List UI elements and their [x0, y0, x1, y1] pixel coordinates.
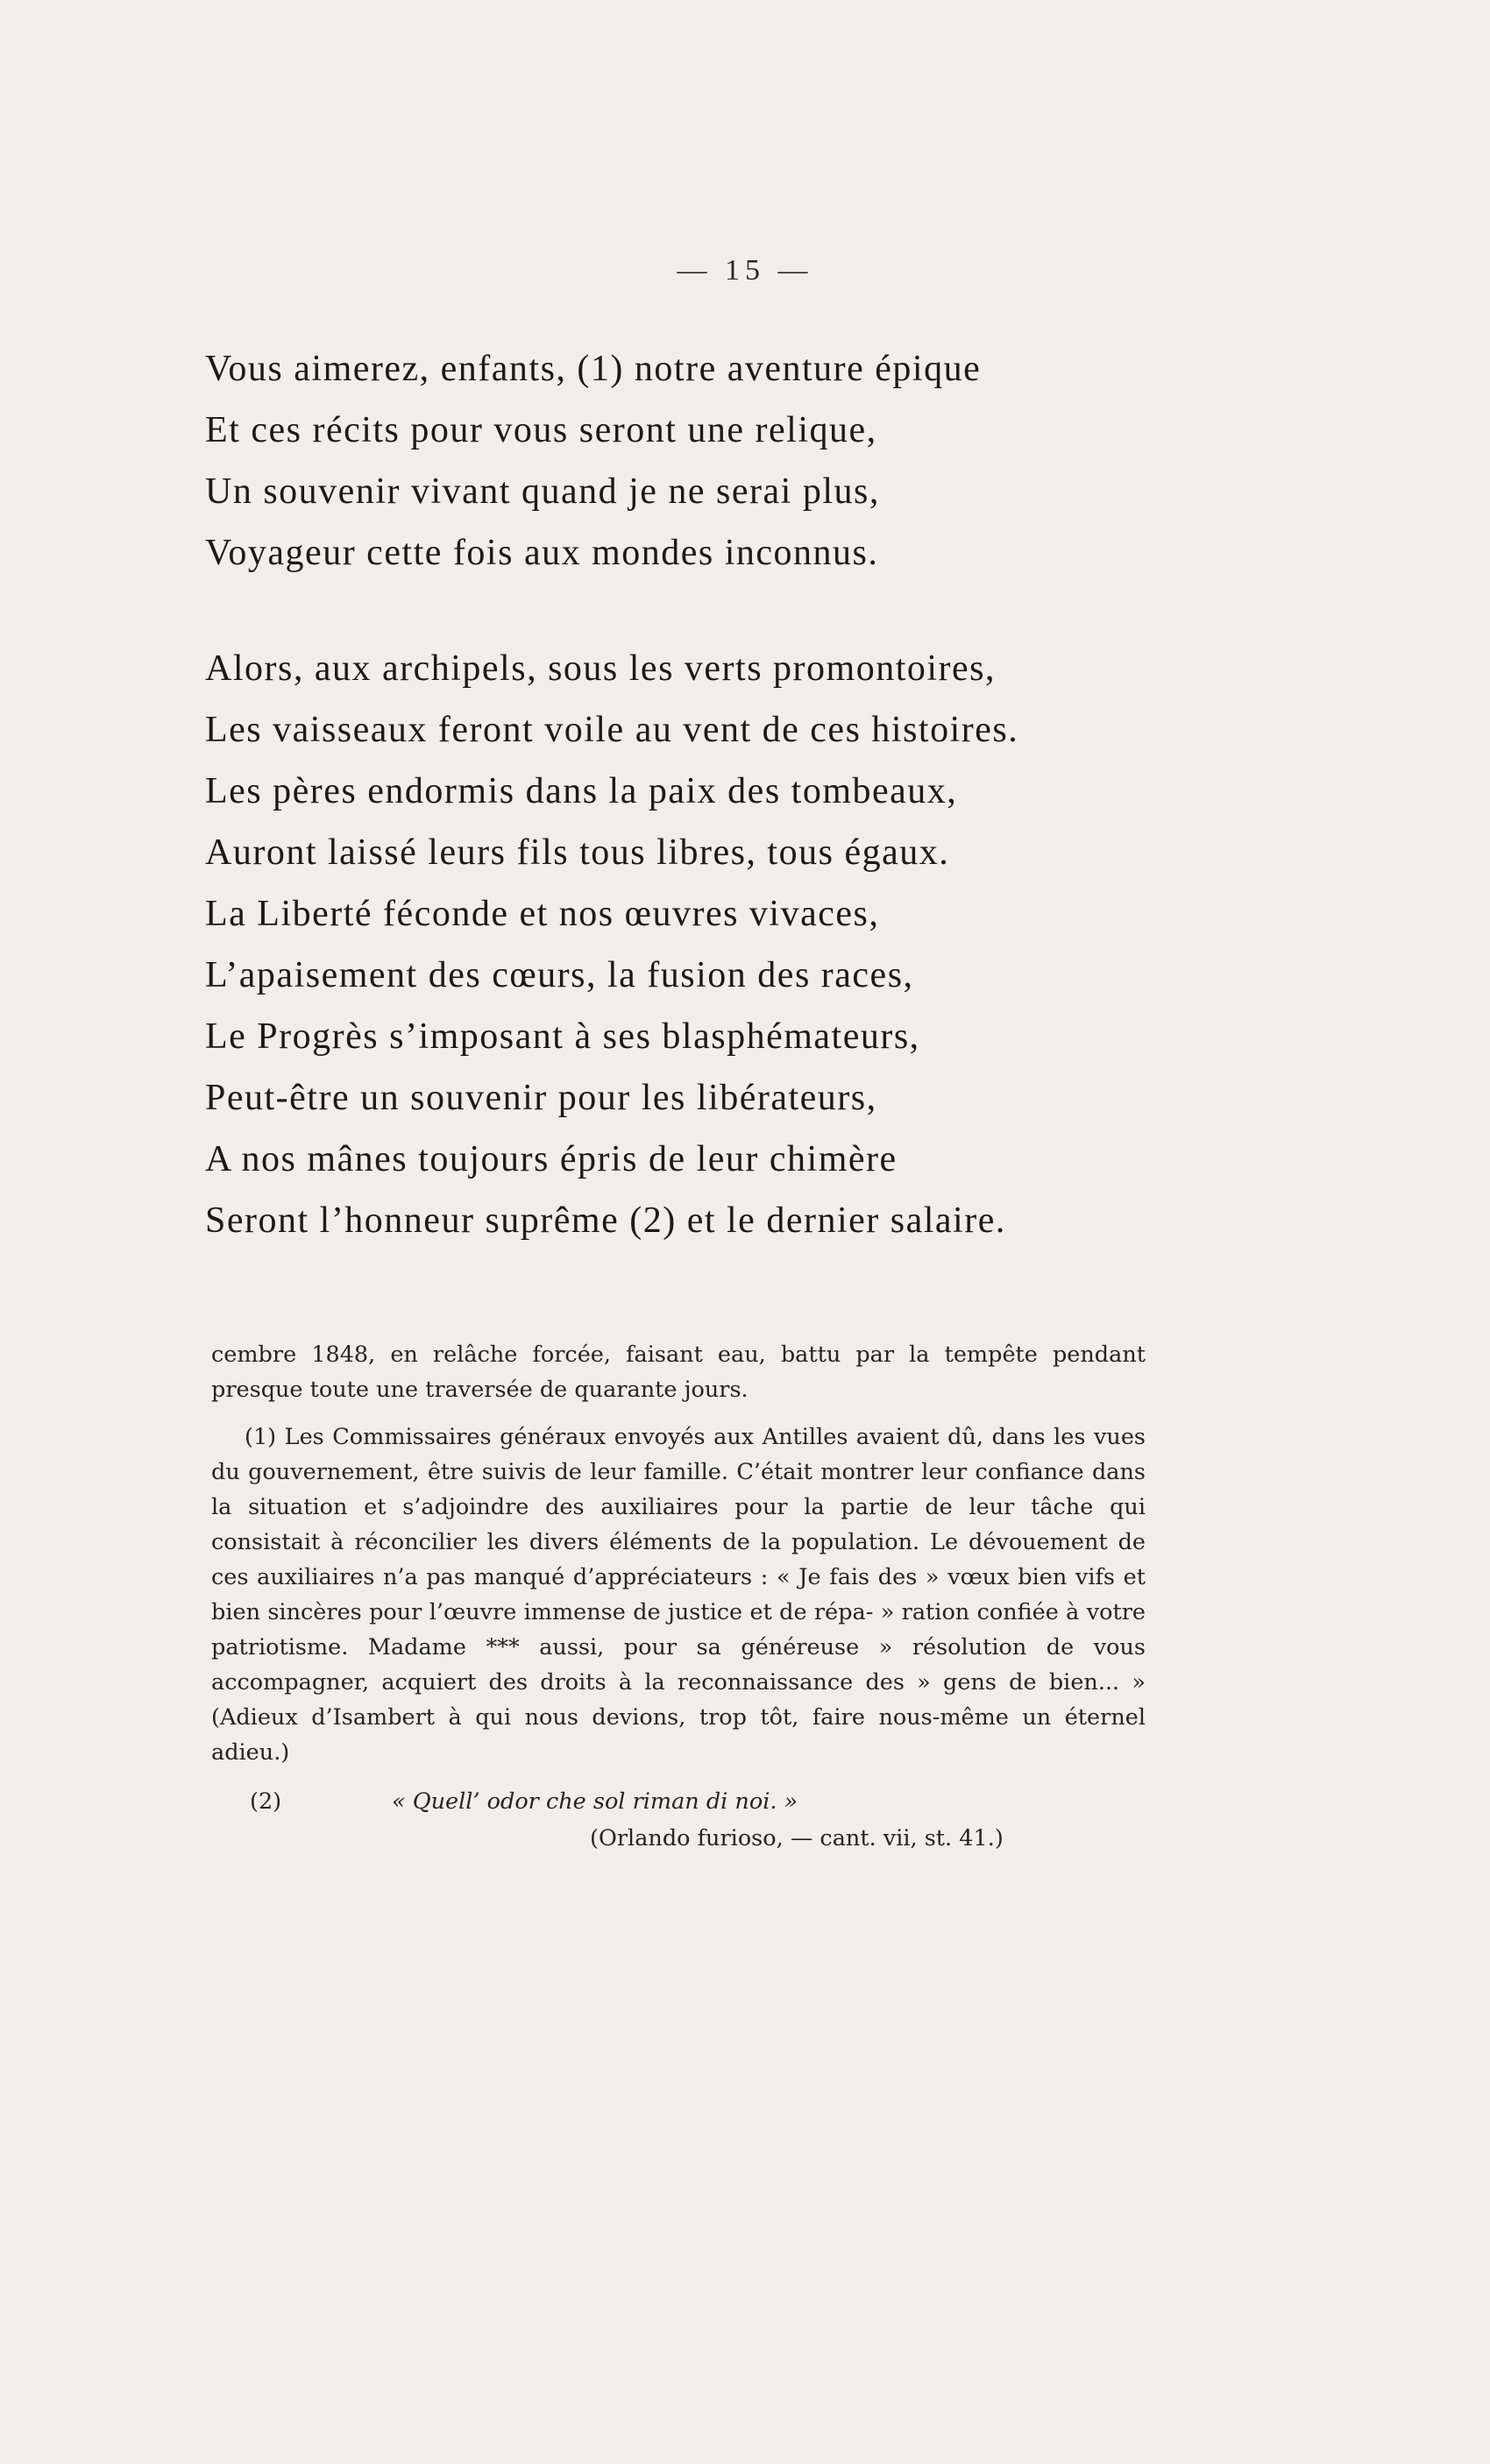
verse-line: Les pères endormis dans la paix des tombeaux,: [205, 771, 958, 811]
page-number: — 15 —: [677, 254, 813, 287]
footnote-2-number: (2): [250, 1788, 282, 1815]
verse-line: Seront l’honneur suprême (2) et le dernier salaire.: [205, 1200, 1006, 1241]
poem: [205, 338, 1257, 1251]
verse-line: La Liberté féconde et nos œuvres vivaces,: [205, 894, 880, 934]
verse-line: Les vaisseaux feront voile au vent de ces histoires.: [205, 710, 1019, 750]
verse-line: Vous aimerez, enfants, (1) notre aventure épique: [205, 349, 982, 389]
verse-line: Et ces récits pour vous seront une relique,: [205, 410, 877, 450]
verse-line: Peut-être un souvenir pour les libérateurs,: [205, 1078, 877, 1118]
verse-line: Un souvenir vivant quand je ne serai plus,: [205, 471, 880, 512]
verse-line: Voyageur cette fois aux mondes inconnus.: [205, 533, 879, 573]
footnote-1: (1) Les Commissaires généraux envoyés aux Antilles avaient dû, dans les vues du gouvernement, être suivis de leur famille. C’était montrer leur confiance dans la situation et s’adjoindre des auxiliaires pour la partie de leur tâche qui consistait à réconcilier les divers éléments de la population. Le dévouement de ces auxiliaires n’a pas manqué d’appréciateurs : « Je fais des » vœux bien vifs et bien sincères pour l’œuvre immense de justice et de répa- » ration confiée à votre patriotisme. Madame *** aussi, pour sa généreuse » résolution de vous accompagner, acquiert des droits à la reconnaissance des » gens de bien... » (Adieux d’Isambert à qui nous devions, trop tôt, faire nous-même un éternel adieu.): [211, 1424, 1146, 1766]
footnote-2-source: (Orlando furioso, — cant. vii, st. 41.): [590, 1825, 1004, 1852]
footnote-2-quote: « Quell’ odor che sol riman di noi. »: [392, 1788, 798, 1815]
footnote-2: [211, 1784, 1146, 1863]
verse-line: L’apaisement des cœurs, la fusion des races,: [205, 955, 914, 995]
stanza-2: [205, 638, 1257, 1251]
footnotes: [211, 1337, 1146, 1863]
verse-line: Alors, aux archipels, sous les verts promontoires,: [205, 648, 997, 689]
footnote-continuation: cembre 1848, en relâche forcée, faisant eau, battu par la tempête pendant presque toute une traversée de quarante jours.: [211, 1342, 1146, 1403]
verse-line: Auront laissé leurs fils tous libres, tous égaux.: [205, 832, 950, 873]
verse-line: A nos mânes toujours épris de leur chimère: [205, 1139, 898, 1179]
stanza-1: [205, 338, 1257, 584]
verse-line: Le Progrès s’imposant à ses blasphémateurs,: [205, 1016, 920, 1057]
